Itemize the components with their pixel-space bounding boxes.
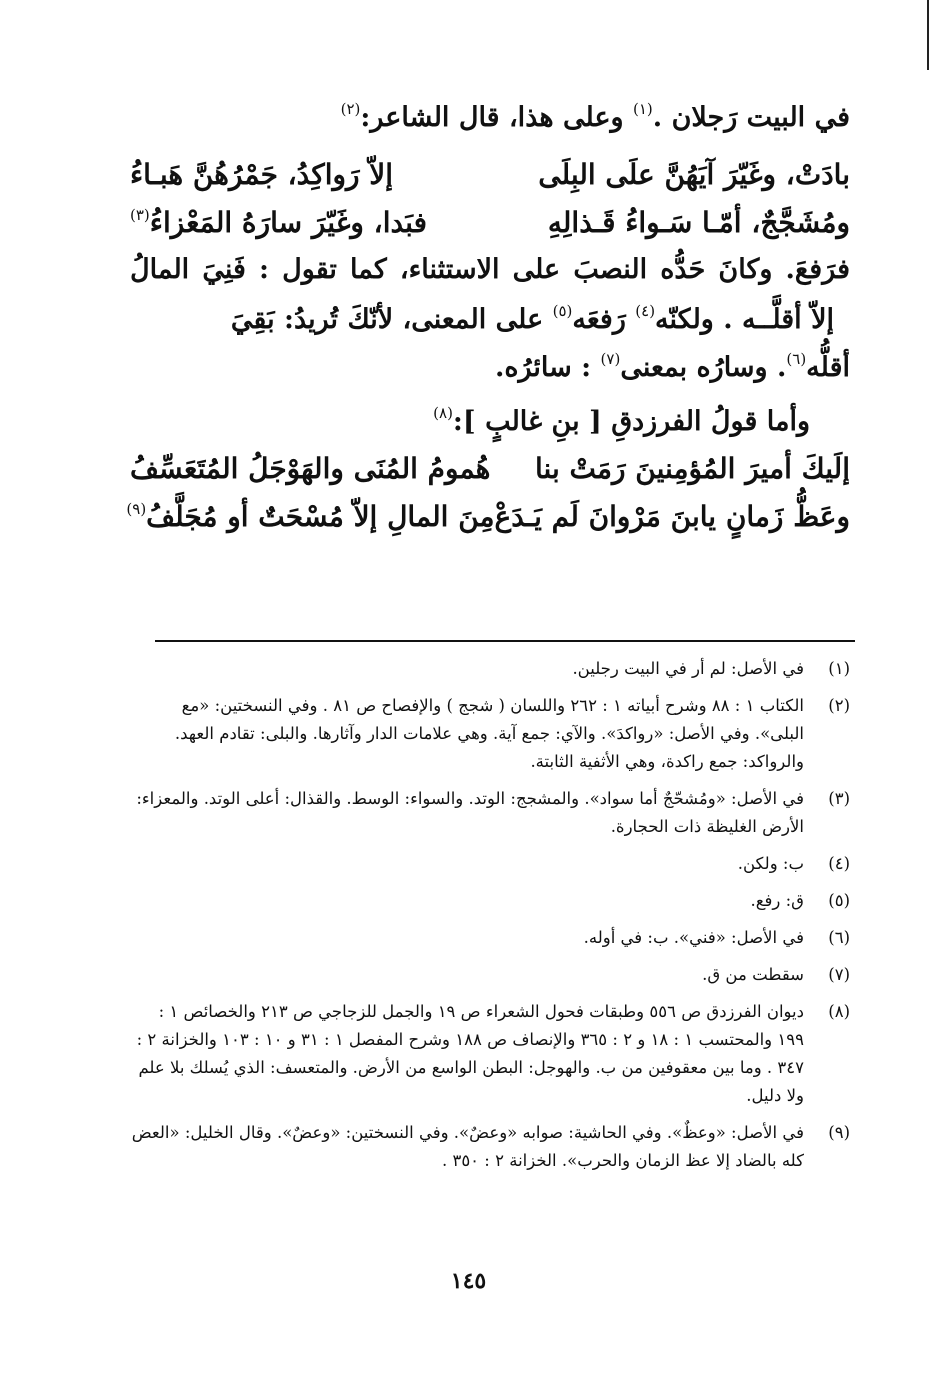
- footnote-text: في الأصل: «ومُشحّجٌ أما سواد». والمشجج: الوتد. والسواء: الوسط. والقذال: أعلى الوتد. والمعزاء: الأرض الغليظة ذات الحجارة.: [136, 789, 804, 836]
- text-segment: وعلى هذا، قال الشاعر:: [360, 102, 633, 133]
- verse-3: [130, 452, 850, 500]
- footnote-text: في الأصل: «فني». ب: في أوله.: [583, 928, 804, 947]
- text-segment: على المعنى، لأنّكَ تُريدُ: بَقِيَ: [230, 304, 553, 335]
- text-line-6: [130, 350, 850, 398]
- footnote-ref[interactable]: (٧): [600, 350, 621, 368]
- text-segment: فرَفعَ. وكانَ حَدُّه النصبَ على الاستثناء، كما تقول : فَنِيَ المالُ: [130, 254, 850, 285]
- verse-hemistich-left: [126, 500, 494, 548]
- text-line-7: [130, 404, 850, 452]
- footnote-text: في الأصل: لم أر في البيت رجلين.: [572, 659, 804, 678]
- text-segment: إلاّ أقلَّــه . ولكنّه: [655, 304, 834, 335]
- verse-hemistich-right: وعَظُّ زَمانٍ يابنَ مَرْوانَ لَم يَـدَعْ: [494, 500, 850, 533]
- verse-hemistich-right: ومُشَجَّجٌ، أمّـا سَـواءُ قَـذالِهِ: [547, 206, 850, 239]
- verse-hemistich-left: [130, 206, 427, 254]
- footnote-text: في الأصل: «وعظٌ». وفي الحاشية: صوابه «وعضٌ». وفي النسختين: «وعضٌ». وقال الخليل: «العض كله بالضاد إلا عظ الزمان والحرب». الخزانة ٢ : ٣٥٠ .: [131, 1123, 804, 1170]
- text-segment: أقلُّه: [806, 352, 850, 383]
- page-number: ١٤٥: [450, 1268, 487, 1294]
- footnote-ref[interactable]: (٩): [126, 500, 147, 518]
- verse-hemistich-right: بادَتْ، وغَيّرَ آيَهُنَّ علَى البِلَى: [538, 158, 850, 191]
- footnote-item: [130, 887, 850, 915]
- text-segment: : سائرُه.: [494, 352, 601, 383]
- footnote-item: [130, 961, 850, 989]
- text-segment: . وسارُه بمعنى: [620, 352, 787, 383]
- footnote-number: (٧): [828, 965, 850, 984]
- footnote-ref[interactable]: (٤): [635, 302, 656, 320]
- verse-text: مِنَ المالِ إلاّ مُسْحَتٌ أو مُجَلَّفُ: [146, 500, 495, 533]
- footnote-item: [130, 924, 850, 952]
- footnote-ref[interactable]: (٢): [340, 100, 361, 118]
- footnotes: [130, 655, 850, 1184]
- footnote-text: ديوان الفرزدق ص ٥٥٦ وطبقات فحول الشعراء ص ١٩ والجمل للزجاجي ص ٢١٣ والخصائص ١ : ١٩٩ والمحتسب ١ : ١٨ و ٢ : ٣٦٥ والإنصاف ص ١٨٨ وشرح المفصل ١ : ٣١ و ١٠ : ١٠٣ والخزانة ٢ : ٣٤٧ . وما بين معقوفين من ب. والهوجل: البطن الواسع من الأرض. والمتعسف: الذي يُسلك بلا علم ولا دليل.: [136, 1002, 804, 1105]
- footnote-number: (٢): [828, 696, 850, 715]
- footnote-ref[interactable]: (٥): [552, 302, 573, 320]
- main-text: [126, 100, 850, 548]
- footnote-text: سقطت من ق.: [702, 965, 804, 984]
- footnote-number: (١): [828, 659, 850, 678]
- verse-2: [130, 206, 850, 254]
- text-line-1: [130, 100, 850, 148]
- footnote-number: (٤): [828, 854, 850, 873]
- footnote-ref[interactable]: (٣): [130, 206, 150, 224]
- footnote-ref[interactable]: (٦): [786, 350, 807, 368]
- footnote-item: [130, 1119, 850, 1175]
- footnote-item: [130, 850, 850, 878]
- footnote-number: (٥): [828, 891, 850, 910]
- verse-hemistich-left: إلاّ رَواكِدُ، جَمْرُهُنَّ هَبـاءُ: [130, 158, 394, 191]
- footnote-text: ب: ولكن.: [737, 854, 804, 873]
- footnote-number: (٩): [828, 1123, 850, 1142]
- text-segment: في البيت رَجلان .: [652, 102, 850, 133]
- text-line-4: [130, 254, 850, 302]
- footnote-separator: [155, 640, 855, 642]
- footnote-number: (٨): [828, 1002, 850, 1021]
- page-edge-line: [927, 0, 929, 70]
- verse-4: [126, 500, 850, 548]
- footnote-number: (٦): [828, 928, 850, 947]
- footnote-item: [130, 785, 850, 841]
- footnote-ref[interactable]: (٨): [433, 404, 453, 422]
- verse-text: فبَدا، وغَيّرَ سارَهُ المَعْزاءُ: [149, 206, 428, 239]
- footnote-item: [130, 998, 850, 1110]
- verse-hemistich-right: إلَيكَ أميرَ المُؤمِنينَ رَمَتْ بنا: [535, 452, 850, 485]
- footnote-item: [130, 655, 850, 683]
- footnote-item: [130, 692, 850, 776]
- text-line-5: [130, 302, 850, 350]
- footnote-ref[interactable]: (١): [633, 100, 653, 118]
- verse-hemistich-left: هُمومُ المُنَى والهَوْجَلُ المُتَعَسِّفُ: [130, 452, 491, 485]
- footnote-text: ق: رفع.: [750, 891, 804, 910]
- footnote-text: الكتاب ١ : ٨٨ وشرح أبياته ١ : ٢٦٢ واللسان ( شجج ) والإفصاح ص ٨١ . وفي النسختين: «مع البلى». وفي الأصل: «رواكدَ». والآي: جمع آية. وهي علامات الدار وآثارها. والبلى: تقادم العهد. والرواكد: جمع راكدة، وهي الأثفية الثابتة.: [174, 696, 804, 771]
- text-segment: وأما قولُ الفرزدقِ [ بنِ غالبٍ ]:: [452, 406, 810, 437]
- text-segment: رَفعَه: [572, 304, 636, 335]
- verse-1: [130, 158, 850, 206]
- footnote-number: (٣): [828, 789, 850, 808]
